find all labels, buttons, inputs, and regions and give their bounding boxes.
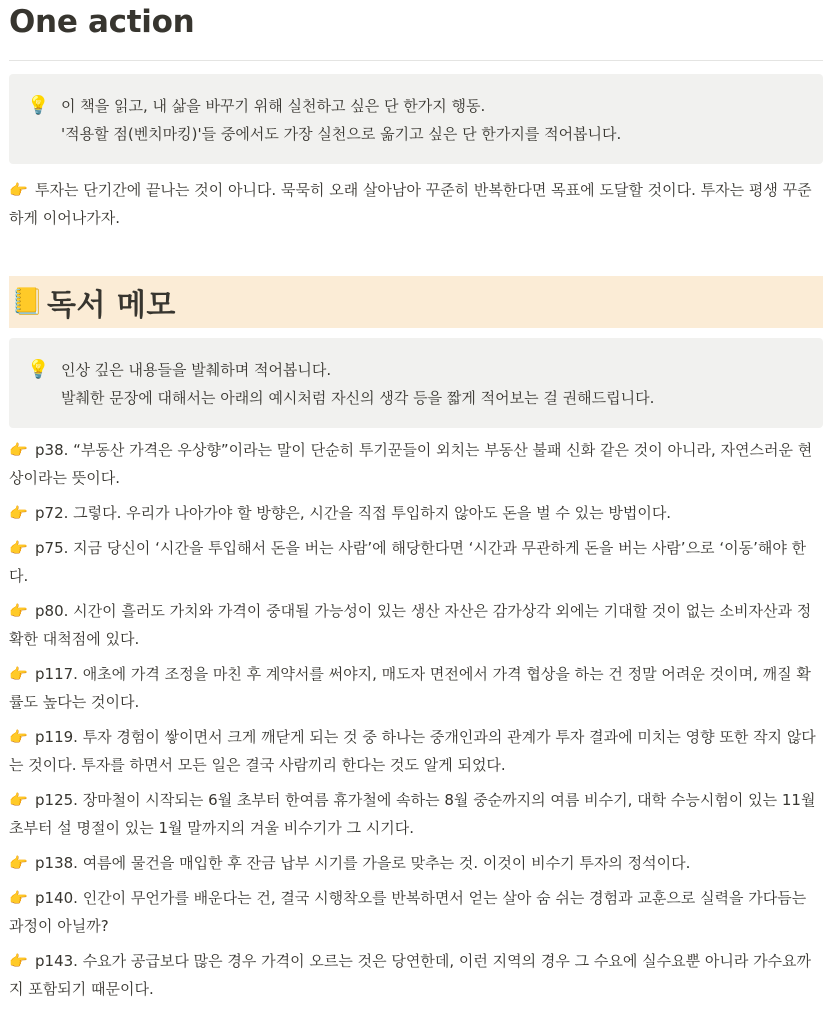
callout-line: 인상 깊은 내용들을 발췌하며 적어봅니다. [61,361,332,379]
notebook-icon: 📒 [11,287,44,317]
memo-item[interactable] [9,499,821,527]
callout-text[interactable] [61,356,654,412]
lightbulb-icon: 💡 [27,95,50,116]
callout-line: 발췌한 문장에 대해서는 아래의 예시처럼 자신의 생각 등을 짧게 적어보는 걸 권해드립니다. [61,389,655,407]
pointing-hand-icon: 👉 [9,665,28,683]
memo-text: p140. 인간이 무언가를 배운다는 건, 결국 시행착오를 반복하면서 얻는 살아 숨 쉬는 경험과 교훈으로 실력을 가다듬는 과정이 아닐까? [9,889,807,935]
pointing-hand-icon: 👉 [9,504,28,522]
memo-item[interactable] [9,884,821,940]
memo-item[interactable] [9,723,821,779]
pointing-hand-icon: 👉 [9,728,28,746]
callout-line: '적용할 점(벤치마킹)'들 중에서도 가장 실천으로 옮기고 싶은 단 한가지를 적어봅니다. [61,125,622,143]
memo-item[interactable] [9,849,821,877]
memo-list [9,436,827,1003]
pointing-hand-icon: 👉 [9,791,28,809]
memo-text: p143. 수요가 공급보다 많은 경우 가격이 오르는 것은 당연한데, 이런 지역의 경우 그 수요에 실수요뿐 아니라 가수요까지 포함되기 때문이다. [9,952,812,998]
memo-heading-title: 독서 메모 [47,288,176,323]
memo-text: p125. 장마철이 시작되는 6월 초부터 한여름 휴가철에 속하는 8월 중순까지의 여름 비수기, 대학 수능시험이 있는 11월 초부터 설 명절이 있는 1월 말까지의 겨울 비수기가 그 시기다. [9,791,816,837]
callout-text[interactable] [61,92,621,148]
pointing-hand-icon: 👉 [9,441,28,459]
memo-text: p72. 그렇다. 우리가 나아가야 할 방향은, 시간을 직접 투입하지 않아도 돈을 벌 수 있는 방법이다. [35,504,672,522]
memo-text: p117. 애초에 가격 조정을 마친 후 계약서를 써야지, 매도자 면전에서 가격 협상을 하는 건 정말 어려운 것이며, 깨질 확률도 높다는 것이다. [9,665,811,711]
memo-text: p80. 시간이 흘러도 가치와 가격이 중대될 가능성이 있는 생산 자산은 감가상각 외에는 기대할 것이 없는 소비자산과 정확한 대척점에 있다. [9,602,812,648]
pointing-hand-icon: 👉 [9,602,28,620]
memo-text: p119. 투자 경험이 쌓이면서 크게 깨닫게 되는 것 중 하나는 중개인과의 관계가 투자 결과에 미치는 영향 또한 작지 않다는 것이다. 투자를 하면서 모든 일은 결국 사람끼리 한다는 것도 알게 되었다. [9,728,816,774]
memo-item[interactable] [9,786,821,842]
memo-item[interactable] [9,947,821,1003]
memo-callout[interactable] [9,338,823,428]
memo-item[interactable] [9,534,821,590]
memo-item[interactable] [9,597,821,653]
memo-text: p38. “부동산 가격은 우상향”이라는 말이 단순히 투기꾼들이 외치는 부동산 불패 신화 같은 것이 아니라, 자연스러운 현상이라는 뜻이다. [9,441,813,487]
pointing-hand-icon: 👉 [9,181,28,199]
pointing-hand-icon: 👉 [9,952,28,970]
memo-item[interactable] [9,660,821,716]
pointing-hand-icon: 👉 [9,854,28,872]
action-callout[interactable] [9,74,823,164]
pointing-hand-icon: 👉 [9,889,28,907]
callout-line: 이 책을 읽고, 내 삶을 바꾸기 위해 실천하고 싶은 단 한가지 행동. [61,97,486,115]
memo-heading[interactable] [9,276,823,328]
action-paragraph[interactable] [9,176,821,232]
pointing-hand-icon: 👉 [9,539,28,557]
page-title: One action [9,4,195,40]
memo-item[interactable] [9,436,821,492]
memo-text: p75. 지금 당신이 ‘시간을 투입해서 돈을 버는 사람’에 해당한다면 ‘시간과 무관하게 돈을 버는 사람’으로 ‘이동’해야 한다. [9,539,807,585]
action-text: 투자는 단기간에 끝나는 것이 아니다. 묵묵히 오래 살아남아 꾸준히 반복한다면 목표에 도달할 것이다. 투자는 평생 꾸준하게 이어나가자. [9,181,812,227]
divider [9,60,823,61]
memo-text: p138. 여름에 물건을 매입한 후 잔금 납부 시기를 가을로 맞추는 것. 이것이 비수기 투자의 정석이다. [35,854,691,872]
lightbulb-icon: 💡 [27,359,50,380]
